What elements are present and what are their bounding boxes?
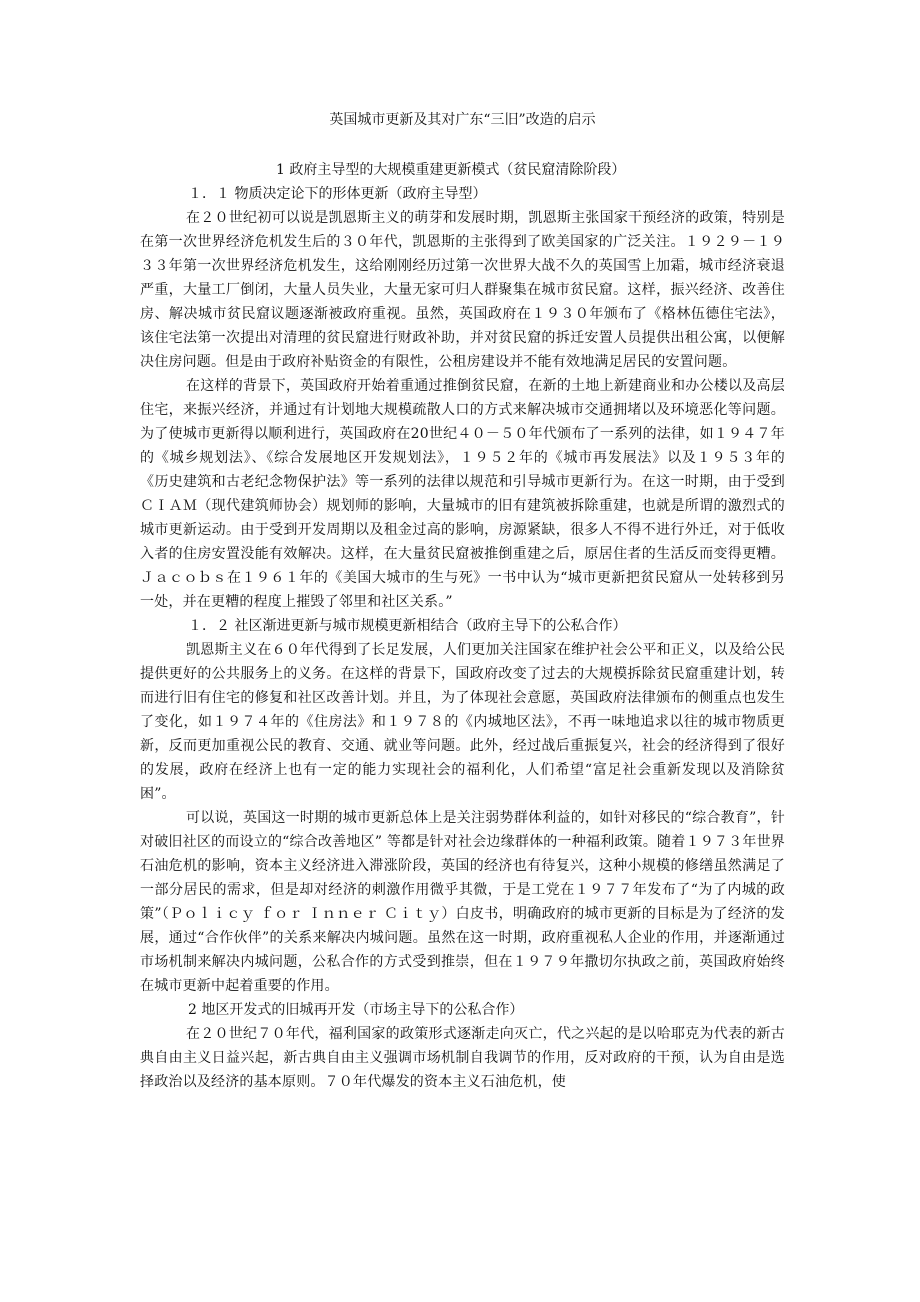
section-heading-1: 1 政府主导型的大规模重建更新模式（贫民窟清除阶段） [276,162,626,178]
section-heading-1-1: １．１ 物质决定论下的形体更新（政府主导型） [188,186,487,202]
document-title: 英国城市更新及其对广东“三旧”改造的启示 [329,112,596,128]
document-page [140,108,785,1094]
section-heading-2: 2 地区开发式的旧城再开发（市场主导下的公私合作） [188,1002,524,1018]
paragraph: 凯恩斯主义在６０年代得到了长足发展，人们更加关注国家在维护社会公平和正义，以及给公民提供更好的公共服务上的义务。在这样的背景下，国政府改变了过去的大规模拆除贫民窟重建计划，转而进行旧有住宅的修复和社区改善计划。并且，为了体现社会意愿，英国政府法律颁布的侧重点也发生了变化，如１９７４年的《住房法》和１９７８的《内城地区法》，不再一味地追求以往的城市物质更新，反而更加重视公民的教育、交通、就业等问题。此外，经过战后重振复兴，社会的经济得到了很好的发展，政府在经济上也有一定的能力实现社会的福利化，人们希望“富足社会重新发现以及消除贫困”。 [140,642,785,802]
section-heading-1-2: １．２ 社区渐进更新与城市规模更新相结合（政府主导下的公私合作） [188,618,627,634]
paragraph: 可以说，英国这一时期的城市更新总体上是关注弱势群体利益的，如针对移民的“综合教育”，针对破旧社区的而设立的“综合改善地区” 等都是针对社会边缘群体的一种福利政策。随着１９７３年世界石油危机的影响，资本主义经济进入滞涨阶段，英国的经济也有待复兴，这种小规模的修缮虽然满足了一部分居民的需求，但是却对经济的刺激作用微乎其微，于是工党在１９７７年发布了“为了内城的政策”（Ｐｏｌｉｃｙ ｆｏｒ Ｉｎｎｅｒ Ｃｉｔｙ）白皮书，明确政府的城市更新的目标是为了经济的发展，通过“合作伙伴”的关系来解决内城问题。虽然在这一时期，政府重视私人企业的作用，并逐渐通过市场机制来解决内城问题，公私合作的方式受到推崇，但在１９７９年撒切尔执政之前，英国政府始终在城市更新中起着重要的作用。 [140,810,785,994]
paragraph: 在２０世纪初可以说是凯恩斯主义的萌芽和发展时期，凯恩斯主张国家干预经济的政策，特别是在第一次世界经济危机发生后的３０年代，凯恩斯的主张得到了欧美国家的广泛关注。１９２９－１９３３年第一次世界经济危机发生，这给刚刚经历过第一次世界大战不久的英国雪上加霜，城市经济衰退严重，大量工厂倒闭，大量人员失业，大量无家可归人群聚集在城市贫民窟。这样，振兴经济、改善住房、解决城市贫民窟议题逐渐被政府重视。虽然，英国政府在１９３０年颁布了《格林伍德住宅法》，该住宅法第一次提出对清理的贫民窟进行财政补助，并对贫民窟的拆迁安置人员提供出租公寓，以便解决住房问题。但是由于政府补贴资金的有限性，公租房建设并不能有效地满足居民的安置问题。 [140,210,785,370]
paragraph: 在２０世纪７０年代，福利国家的政策形式逐渐走向灭亡，代之兴起的是以哈耶克为代表的新古典自由主义日益兴起，新古典自由主义强调市场机制自我调节的作用，反对政府的干预，认为自由是选择政治以及经济的基本原则。７０年代爆发的资本主义石油危机，使 [140,1026,785,1090]
paragraph: 在这样的背景下，英国政府开始着重通过推倒贫民窟，在新的土地上新建商业和办公楼以及高层住宅，来振兴经济，并通过有计划地大规模疏散人口的方式来解决城市交通拥堵以及环境恶化等问题。为了使城市更新得以顺利进行，英国政府在20世纪４０－５０年代颁布了一系列的法律，如１９４７年的《城乡规划法》、《综合发展地区开发规划法》，１９５２年的《城市再发展法》以及１９５３年的《历史建筑和古老纪念物保护法》等一系列的法律以规范和引导城市更新行为。在这一时期，由于受到ＣＩＡＭ（现代建筑师协会）规划师的影响，大量城市的旧有建筑被拆除重建，也就是所谓的激烈式的城市更新运动。由于受到开发周期以及租金过高的影响，房源紧缺，很多人不得不进行外迁，对于低收入者的住房安置没能有效解决。这样，在大量贫民窟被推倒重建之后，原居住者的生活反而变得更糟。Ｊａｃｏｂｓ在１９６１年的《美国大城市的生与死》一书中认为“城市更新把贫民窟从一处转移到另一处，并在更糟的程度上摧毁了邻里和社区关系。” [140,378,785,610]
